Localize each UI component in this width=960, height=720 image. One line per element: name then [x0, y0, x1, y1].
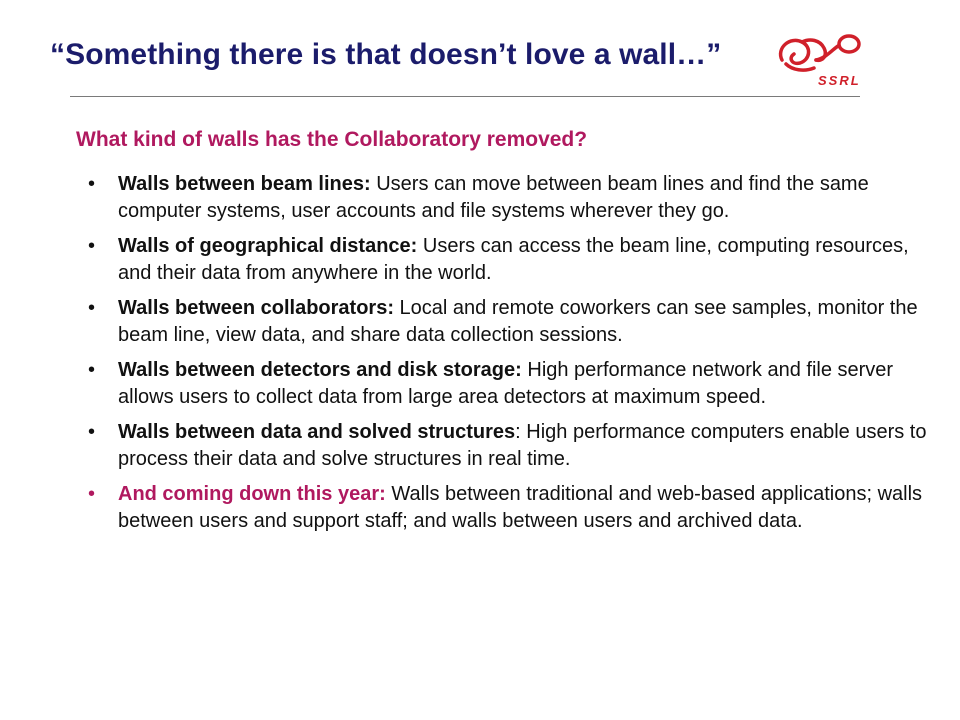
bullet-text: Local and remote coworkers can see samples, monitor the beam line, view data, and share data collection sessions. — [118, 297, 918, 346]
bullet-lead: Walls between beam lines: — [118, 173, 371, 195]
bullet-lead: Walls between collaborators: — [118, 297, 394, 319]
svg-text:SSRL: SSRL — [818, 73, 861, 88]
bullet-text: Walls between traditional and web-based applications; walls between users and support staff; and walls between users and archived data. — [118, 483, 923, 532]
bullet-item-highlight — [88, 481, 928, 535]
bullet-item — [88, 171, 928, 225]
bullet-text: Users can move between beam lines and find the same computer systems, user accounts and file systems wherever they go. — [118, 173, 869, 222]
bullet-lead: And coming down this year: — [118, 483, 386, 505]
bullet-item — [88, 419, 928, 473]
bullet-lead: Walls of geographical distance: — [118, 235, 418, 257]
bullet-marker: • — [88, 173, 96, 195]
bullet-text: : High performance computers enable users to process their data and solve structures in real time. — [118, 421, 927, 470]
ssrl-logo-icon — [772, 30, 866, 90]
subtitle: What kind of walls has the Collaboratory removed? — [76, 128, 588, 151]
bullet-marker: • — [88, 483, 96, 505]
bullet-lead: Walls between detectors and disk storage: — [118, 359, 522, 381]
bullet-item — [88, 295, 928, 349]
bullet-marker: • — [88, 235, 96, 257]
bullet-text: Users can access the beam line, computing resources, and their data from anywhere in the world. — [118, 235, 909, 284]
bullet-marker: • — [88, 297, 96, 319]
bullet-list — [88, 171, 928, 543]
bullet-item — [88, 357, 928, 411]
bullet-text: High performance network and file server allows users to collect data from large area detectors at maximum speed. — [118, 359, 894, 408]
bullet-lead: Walls between data and solved structures — [118, 421, 516, 443]
bullet-item — [88, 233, 928, 287]
bullet-marker: • — [88, 359, 96, 381]
page-title: “Something there is that doesn’t love a wall…” — [50, 38, 722, 71]
bullet-marker: • — [88, 421, 96, 443]
title-divider — [70, 96, 860, 97]
